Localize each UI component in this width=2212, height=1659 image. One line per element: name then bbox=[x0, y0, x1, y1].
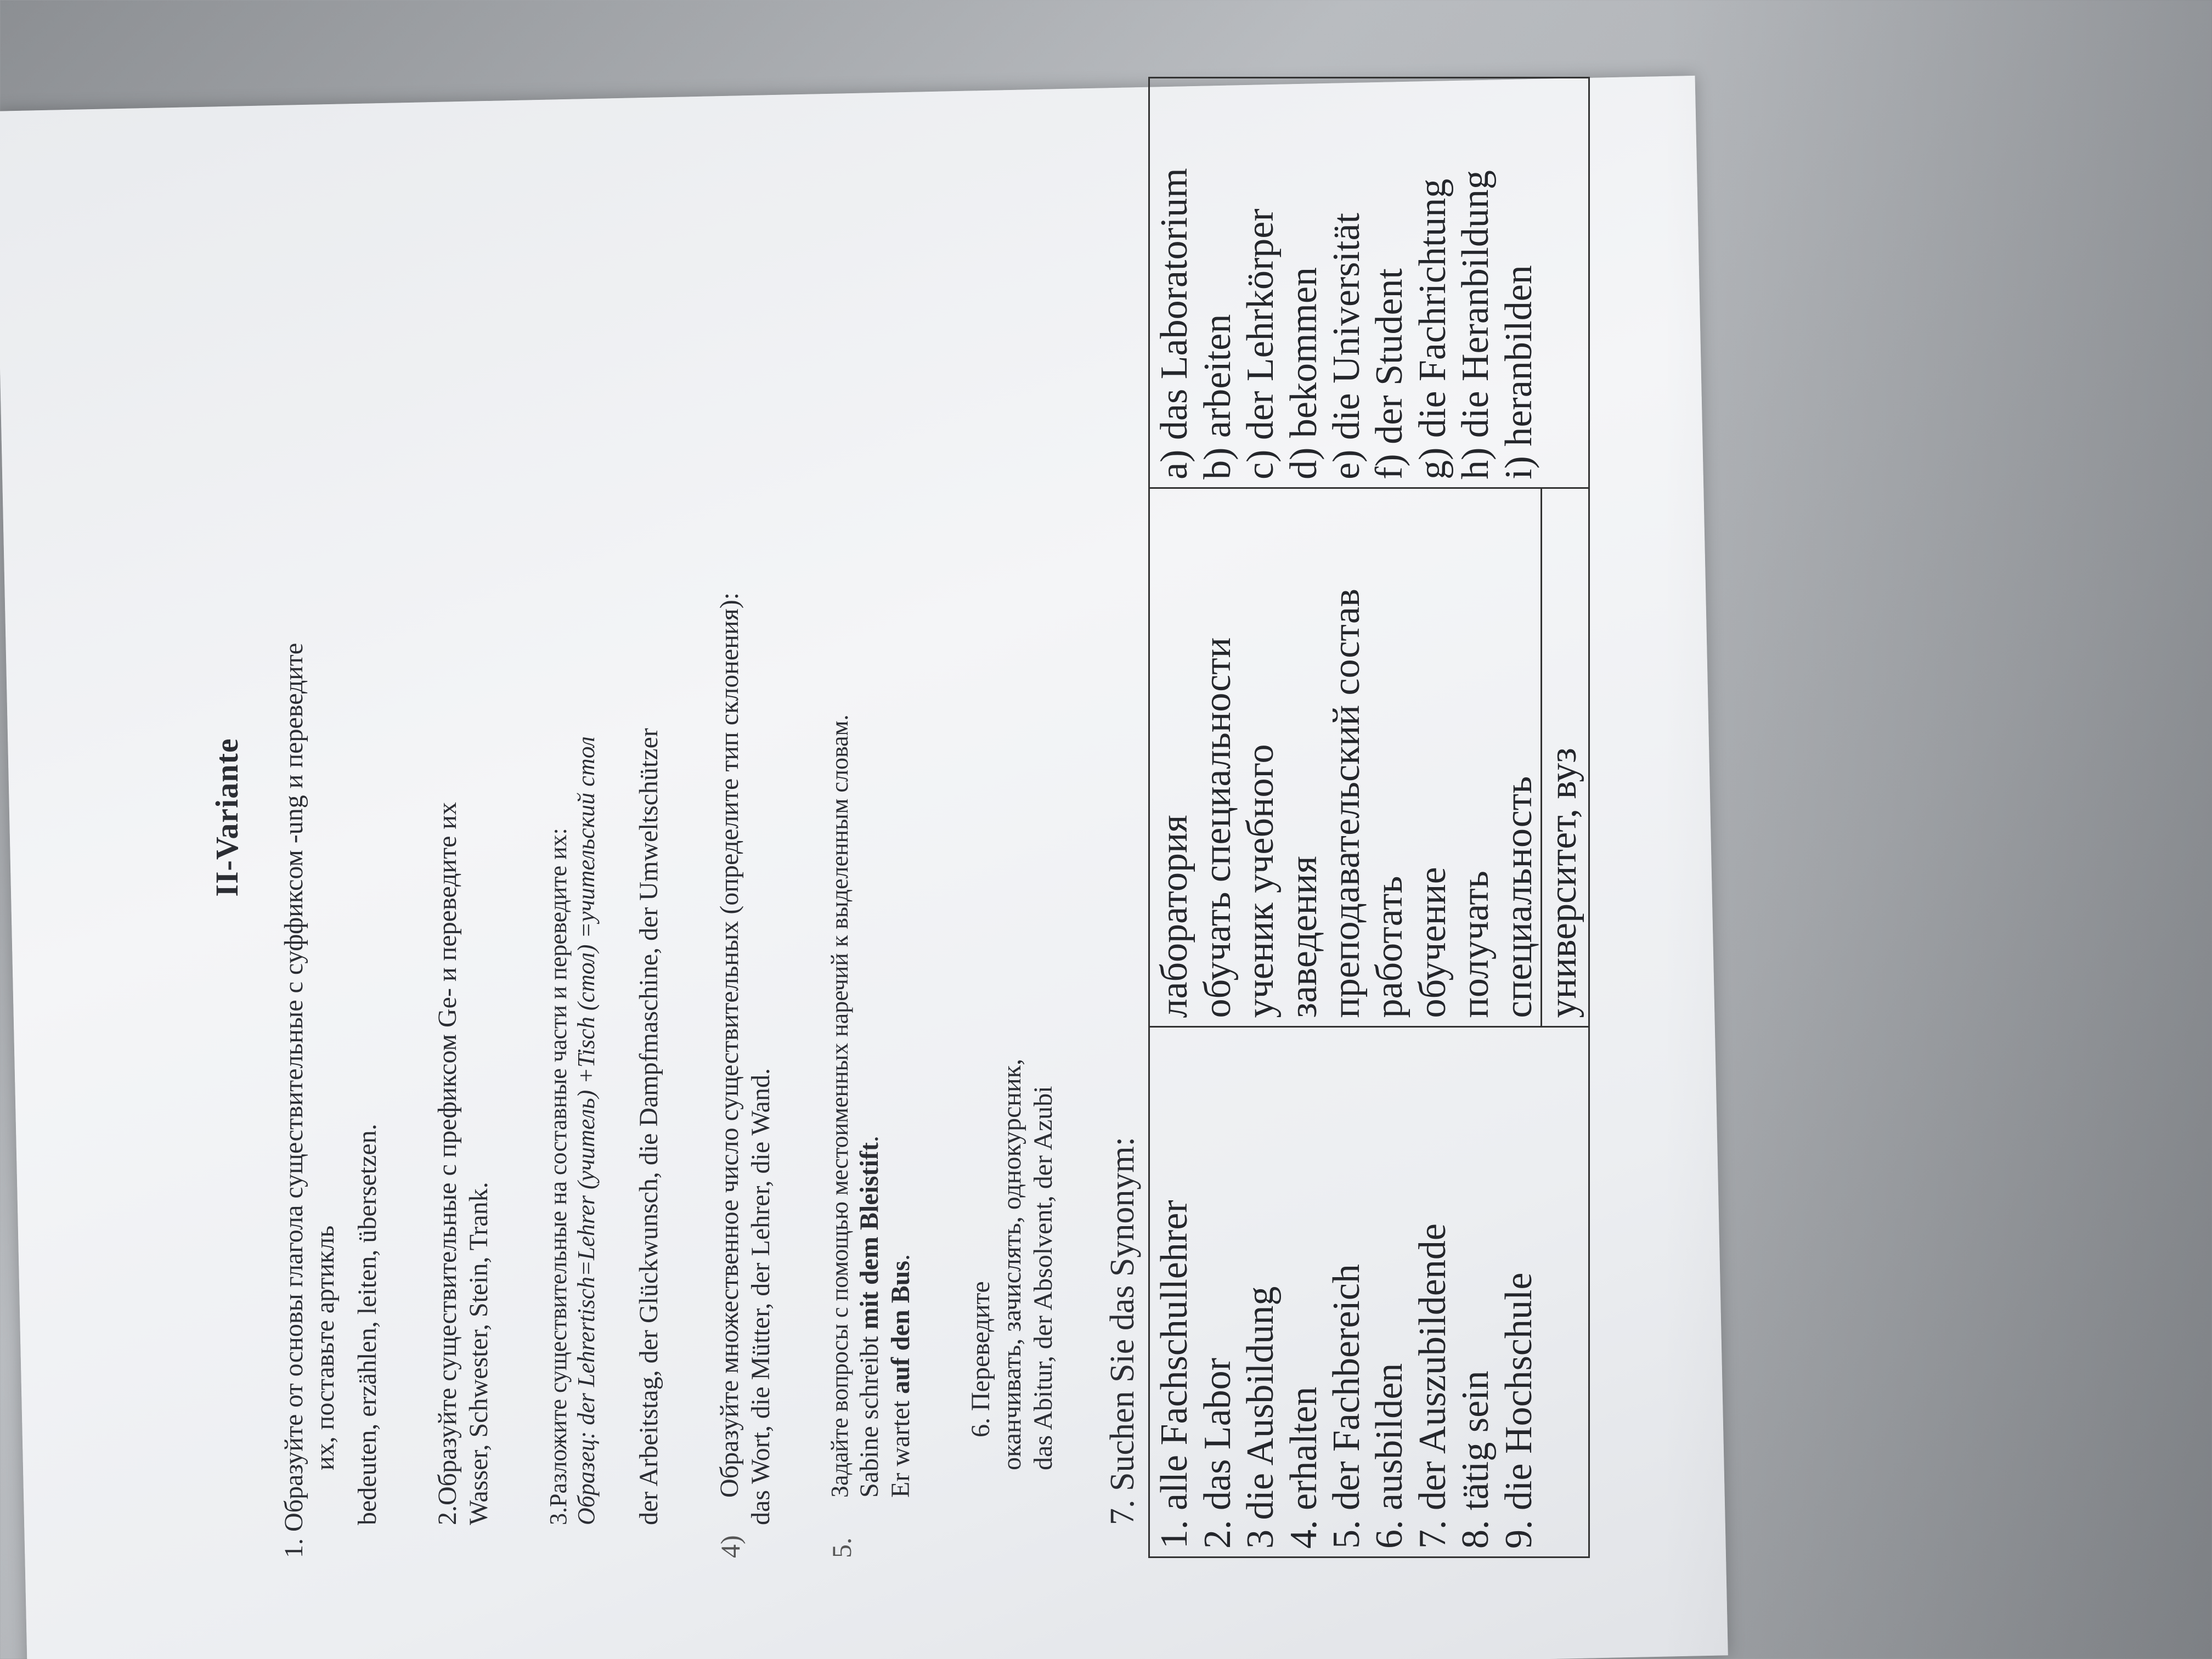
task-5-sentence-2-end: . bbox=[885, 1254, 915, 1261]
task-1-instruction-line2: их, поставьте артикль bbox=[311, 1225, 340, 1470]
russian-term: университет, вуз bbox=[1541, 489, 1585, 1026]
russian-term: преподавательский состав bbox=[1325, 589, 1368, 1018]
german-terms-column bbox=[1149, 1026, 1589, 1557]
task-5 bbox=[826, 77, 916, 1558]
task-6-line-1: оканчивать, зачислять, однокурсник, bbox=[997, 1058, 1027, 1470]
russian-term: получать bbox=[1454, 871, 1497, 1018]
german-term: 5. der Fachbereich bbox=[1325, 1264, 1368, 1549]
page-title: II-Variante bbox=[209, 738, 245, 897]
german-term: 2. das Labor bbox=[1196, 1358, 1239, 1549]
synonym-option: e) die Universität bbox=[1325, 212, 1368, 479]
task-1-instruction bbox=[279, 77, 310, 1558]
german-term: 8. tätig sein bbox=[1454, 1370, 1497, 1549]
german-term: 4. erhalten bbox=[1282, 1386, 1325, 1549]
task-4-words: das Wort, die Mütter, der Lehrer, die Wand. bbox=[746, 1068, 775, 1525]
german-term: 3 die Ausbildung bbox=[1239, 1286, 1282, 1549]
synonym-option: h) die Heranbildung bbox=[1454, 170, 1497, 479]
task-1-number: 1. bbox=[279, 1538, 309, 1558]
synonym-option: b) arbeiten bbox=[1196, 314, 1239, 479]
task-4-instruction: Образуйте множественное число существительных (определите тип склонения): bbox=[715, 592, 744, 1498]
task-6-heading: 6. Переведите bbox=[966, 1281, 996, 1437]
task-3 bbox=[544, 77, 665, 1558]
synonym-options-column bbox=[1149, 78, 1589, 488]
russian-term: работать bbox=[1368, 876, 1411, 1018]
german-term: 7. der Auszubildende bbox=[1411, 1223, 1454, 1549]
task-7 bbox=[1103, 77, 1590, 1558]
russian-term: заведения bbox=[1282, 856, 1325, 1018]
synonym-option: d) bekommen bbox=[1282, 267, 1325, 479]
task-5-sentence-2 bbox=[885, 77, 917, 1558]
shadow-overlay bbox=[1663, 0, 2212, 1659]
task-2-instruction: 2.Образуйте существительные с префиксом Ge- и переведите их bbox=[433, 802, 462, 1525]
task-2 bbox=[432, 77, 494, 1558]
russian-term: ученик учебного bbox=[1239, 744, 1282, 1018]
synonym-option: g) die Fachrichtung bbox=[1411, 178, 1454, 479]
task-6-line-2: das Abitur, der Absolvent, der Azubi bbox=[1028, 1086, 1058, 1470]
synonym-option: a) das Laboratorium bbox=[1153, 168, 1196, 479]
task-2-words: Wasser, Schwester, Stein, Trank. bbox=[464, 1182, 493, 1525]
task-5-sentence-1 bbox=[854, 77, 885, 1558]
synonym-option: i) heranbilden bbox=[1497, 265, 1540, 479]
russian-term: обучение bbox=[1411, 867, 1454, 1018]
task-4 bbox=[714, 77, 776, 1558]
russian-term: обучать специальности bbox=[1196, 637, 1239, 1018]
synonym-table bbox=[1148, 77, 1590, 1558]
task-3-words: der Arbeitstag, der Glückwunsch, die Dampfmaschine, der Umweltschützer bbox=[634, 728, 664, 1525]
task-5-sentence-2-highlight: auf den Bus bbox=[885, 1261, 915, 1394]
russian-term: лаборатория bbox=[1153, 815, 1196, 1018]
german-term: 9. die Hochschule bbox=[1497, 1272, 1540, 1549]
task-5-instruction: Задайте вопросы с помощью местоименных наречий к выделенным словам. bbox=[826, 714, 854, 1498]
task-3-instruction: 3.Разложите существительные на составные части и переведите их: bbox=[544, 828, 572, 1525]
synonym-option: f) der Student bbox=[1368, 268, 1411, 479]
russian-term: специальность bbox=[1497, 776, 1540, 1018]
task-5-sentence-1-text: Sabine schreibt bbox=[855, 1329, 884, 1498]
synonym-table-row bbox=[1149, 78, 1589, 1558]
task-3-example: Образец: der Lehrertisch=Lehrer (учитель) +Tisch (стол) =учительский стол bbox=[573, 736, 600, 1525]
task-5-marker: 5. bbox=[826, 1537, 857, 1558]
worksheet-content bbox=[208, 77, 1635, 1558]
task-5-sentence-1-highlight: mit dem Bleistift bbox=[855, 1142, 884, 1330]
task-1-words: bedeuten, erzählen, leiten, übersetzen. bbox=[352, 1124, 382, 1525]
german-term: 6. ausbilden bbox=[1368, 1363, 1411, 1549]
task-1 bbox=[279, 77, 383, 1558]
task-5-sentence-2-text: Er wartet bbox=[885, 1393, 915, 1498]
task-4-marker: 4) bbox=[715, 1535, 746, 1558]
synonym-option: c) der Lehrkörper bbox=[1239, 208, 1282, 479]
task-1-instruction-line1: Образуйте от основы глагола существительные с суффиксом -ung и переведите bbox=[279, 642, 309, 1532]
task-5-sentence-1-end: . bbox=[855, 1136, 884, 1143]
russian-translations-column bbox=[1149, 488, 1589, 1026]
task-6 bbox=[966, 77, 1059, 1558]
german-term: 1. alle Fachschullehrer bbox=[1153, 1200, 1196, 1549]
task-7-heading: 7. Suchen Sie das Synonym: bbox=[1104, 1137, 1142, 1525]
